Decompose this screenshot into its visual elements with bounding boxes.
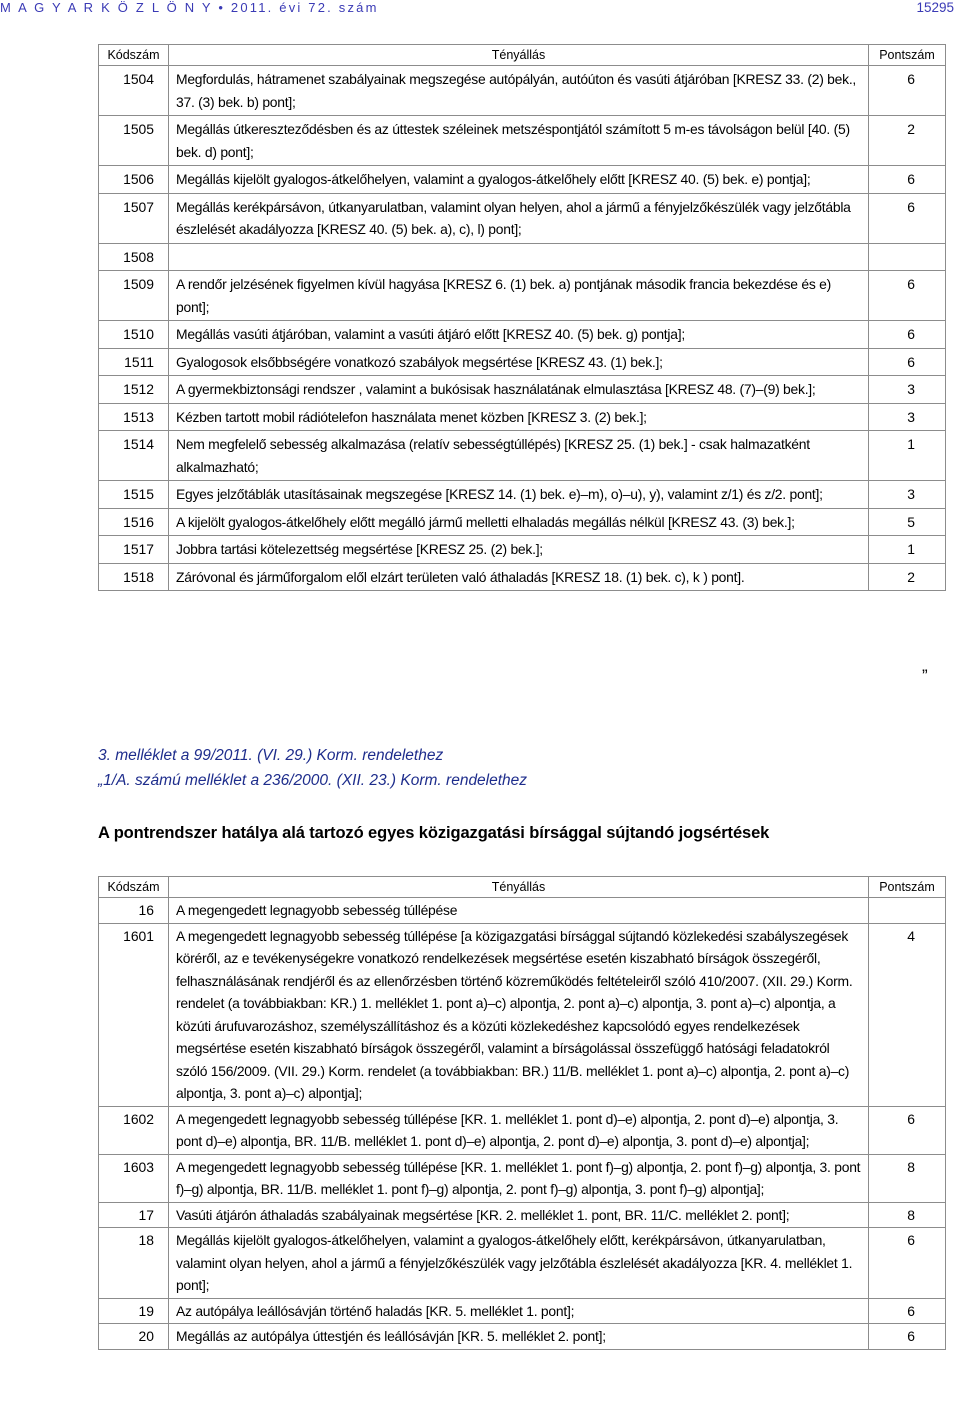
row-code: 17 [99, 1202, 169, 1228]
page-header [0, 0, 960, 18]
table-row [99, 376, 946, 404]
table-row [99, 321, 946, 349]
row-points: 4 [869, 923, 946, 1106]
table-row [99, 563, 946, 591]
row-points: 3 [869, 403, 946, 431]
table-row [99, 166, 946, 194]
row-points: 2 [869, 116, 946, 166]
table-row [99, 243, 946, 271]
row-code: 1603 [99, 1154, 169, 1202]
table-row [99, 403, 946, 431]
row-code: 1512 [99, 376, 169, 404]
row-description: Megállás kijelölt gyalogos-átkelőhelyen, valamint a gyalogos-átkelőhely előtt, kerékpársávon, útkanyarulatban, valamint olyan helyen, ahol a jármű a fényjelzőkészülék vagy jelzőtábla észlelését akadályozza [KR. 4. melléklet 1. pont]; [169, 1228, 869, 1299]
table-row [99, 508, 946, 536]
row-code: 1513 [99, 403, 169, 431]
column-header-points: Pontszám [869, 45, 946, 66]
row-description: Az autópálya leállósávján történő haladás [KR. 5. melléklet 1. pont]; [169, 1298, 869, 1324]
table-row [99, 1228, 946, 1299]
row-points: 6 [869, 348, 946, 376]
table-header-row [99, 45, 946, 66]
row-points: 6 [869, 193, 946, 243]
table-row [99, 66, 946, 116]
row-points: 5 [869, 508, 946, 536]
row-points: 3 [869, 481, 946, 509]
row-code: 1508 [99, 243, 169, 271]
table-row [99, 923, 946, 1106]
row-code: 1517 [99, 536, 169, 564]
row-points: 1 [869, 536, 946, 564]
column-header-code: Kódszám [99, 45, 169, 66]
row-description: Vasúti átjárón áthaladás szabályainak megsértése [KR. 2. melléklet 1. pont, BR. 11/C. melléklet 2. pont]; [169, 1202, 869, 1228]
row-points [869, 243, 946, 271]
row-description: Megállás vasúti átjáróban, valamint a vasúti átjáró előtt [KRESZ 40. (5) bek. g) pontja]; [169, 321, 869, 349]
row-code: 1505 [99, 116, 169, 166]
row-points: 8 [869, 1202, 946, 1228]
section-heading: A pontrendszer hatálya alá tartozó egyes közigazgatási bírsággal sújtandó jogsértések [98, 824, 770, 842]
row-description: Egyes jelzőtáblák utasításainak megszegése [KRESZ 14. (1) bek. e)–m), o)–u), y), valamint z/1) és z/2. pont]; [169, 481, 869, 509]
journal-title: M A G Y A R K Ö Z L Ö N Y • 2011. évi 72. szám [0, 0, 379, 15]
table-row [99, 1298, 946, 1324]
column-header-points: Pontszám [869, 877, 946, 898]
points-table [98, 876, 946, 1350]
table-row [99, 1324, 946, 1350]
row-code: 1515 [99, 481, 169, 509]
row-code: 1511 [99, 348, 169, 376]
row-description: Megállás útkereszteződésben és az úttestek széleinek metszéspontjától számított 5 m-es távolságon belül [40. (5) bek. d) pont]; [169, 116, 869, 166]
table-row [99, 536, 946, 564]
table-row [99, 1106, 946, 1154]
row-description: Megállás kijelölt gyalogos-átkelőhelyen, valamint a gyalogos-átkelőhely előtt [KRESZ 40. (5) bek. e) pontja]; [169, 166, 869, 194]
row-code: 1506 [99, 166, 169, 194]
row-description: Megállás kerékpársávon, útkanyarulatban, valamint olyan helyen, ahol a jármű a fényjelzőkészülék vagy jelzőtábla észlelését akadályozza [KRESZ 40. (5) bek. a), c), l) pont]; [169, 193, 869, 243]
row-points: 6 [869, 1298, 946, 1324]
table-row [99, 481, 946, 509]
row-description: A megengedett legnagyobb sebesség túllépése [KR. 1. melléklet 1. pont d)–e) alpontja, 2. pont d)–e) alpontja, 3. pont d)–e) alpontja, BR. 11/B. melléklet 1. pont d)–e) alpontja, 2. pont d)–e) alpontja, 3. pont d)–e) alpontja]; [169, 1106, 869, 1154]
table-row [99, 193, 946, 243]
row-code: 20 [99, 1324, 169, 1350]
closing-quote: ” [922, 666, 928, 685]
row-description: A megengedett legnagyobb sebesség túllépése [KR. 1. melléklet 1. pont f)–g) alpontja, 2. pont f)–g) alpontja, 3. pont f)–g) alpontja, BR. 11/B. melléklet 1. pont f)–g) alpontja, 2. pont f)–g) alpontja, 3. pont f)–g) alpontja]; [169, 1154, 869, 1202]
row-code: 18 [99, 1228, 169, 1299]
page-number: 15295 [916, 0, 954, 15]
column-header-code: Kódszám [99, 877, 169, 898]
row-description: Jobbra tartási kötelezettség megsértése [KRESZ 25. (2) bek.]; [169, 536, 869, 564]
table-row [99, 898, 946, 924]
row-description: A gyermekbiztonsági rendszer , valamint a bukósisak használatának elmulasztása [KRESZ 48. (7)–(9) bek.]; [169, 376, 869, 404]
row-code: 16 [99, 898, 169, 924]
row-description: A kijelölt gyalogos-átkelőhely előtt megálló jármű melletti elhaladás megállás nélkül [KRESZ 43. (3) bek.]; [169, 508, 869, 536]
row-description: Záróvonal és járműforgalom elől elzárt területen való áthaladás [KRESZ 18. (1) bek. c), k ) pont]. [169, 563, 869, 591]
row-description: A megengedett legnagyobb sebesség túllépése [a közigazgatási bírsággal sújtandó közlekedési szabályszegések köréről, az e tevékenységekre vonatkozó rendelkezések megsértése esetén kiszabható bírságok összegéről, felhasználásának rendjéről és az ellenőrzésben történő közreműködés feltételeiről szóló 410/2007. (XII. 29.) Korm. rendelet (a továbbiakban: KR.) 1. melléklet 1. pont a)–c) alpontja, 2. pont a)–c) alpontja, 3. pont a)–c) alpontja, a közúti árufuvarozáshoz, személyszállításhoz és a közúti közlekedéshez kapcsolódó egyes rendelkezések megsértése esetén kiszabható bírságok összegéről, valamint a bírságolással összefüggő hatósági feladatokról szóló 156/2009. (VII. 29.) Korm. rendelet (a továbbiakban: BR.) 11/B. melléklet 1. pont a)–c) alpontja, 2. pont a)–c) alpontja, 3. pont a)–c) alpontja]; [169, 923, 869, 1106]
table-row [99, 431, 946, 481]
row-description: Megállás az autópálya úttestjén és leállósávján [KR. 5. melléklet 2. pont]; [169, 1324, 869, 1350]
row-code: 1518 [99, 563, 169, 591]
row-description: Nem megfelelő sebesség alkalmazása (relatív sebességtúllépés) [KRESZ 25. (1) bek.] - csak halmazatként alkalmazható; [169, 431, 869, 481]
row-points: 6 [869, 166, 946, 194]
row-code: 1516 [99, 508, 169, 536]
row-code: 1514 [99, 431, 169, 481]
row-code: 1504 [99, 66, 169, 116]
table-row [99, 1154, 946, 1202]
row-code: 1510 [99, 321, 169, 349]
row-points: 6 [869, 66, 946, 116]
row-description: A rendőr jelzésének figyelmen kívül hagyása [KRESZ 6. (1) bek. a) pontjának második francia bekezdése és e) pont]; [169, 271, 869, 321]
row-code: 1601 [99, 923, 169, 1106]
row-description: Kézben tartott mobil rádiótelefon használata menet közben [KRESZ 3. (2) bek.]; [169, 403, 869, 431]
annex-subtitle: „1/A. számú melléklet a 236/2000. (XII. 23.) Korm. rendelethez [98, 772, 528, 789]
column-header-description: Tényállás [169, 877, 869, 898]
row-points: 2 [869, 563, 946, 591]
row-code: 1602 [99, 1106, 169, 1154]
table-row [99, 116, 946, 166]
row-points: 8 [869, 1154, 946, 1202]
annex-title: 3. melléklet a 99/2011. (VI. 29.) Korm. rendelethez [98, 747, 444, 764]
table-row [99, 1202, 946, 1228]
row-points: 6 [869, 1106, 946, 1154]
table-row [99, 348, 946, 376]
column-header-description: Tényállás [169, 45, 869, 66]
row-description: Megfordulás, hátramenet szabályainak megszegése autópályán, autóúton és vasúti átjáróban [KRESZ 33. (2) bek., 37. (3) bek. b) pont]; [169, 66, 869, 116]
row-points: 6 [869, 271, 946, 321]
row-points: 1 [869, 431, 946, 481]
row-points: 3 [869, 376, 946, 404]
table-header-row [99, 877, 946, 898]
row-code: 19 [99, 1298, 169, 1324]
row-points: 6 [869, 1228, 946, 1299]
row-code: 1507 [99, 193, 169, 243]
row-description: A megengedett legnagyobb sebesség túllépése [169, 898, 869, 924]
row-description [169, 243, 869, 271]
row-points: 6 [869, 321, 946, 349]
table-row [99, 271, 946, 321]
table-body [99, 898, 946, 1350]
row-code: 1509 [99, 271, 169, 321]
points-table-continued [98, 44, 946, 591]
table-body [99, 66, 946, 591]
row-points [869, 898, 946, 924]
row-points: 6 [869, 1324, 946, 1350]
row-description: Gyalogosok elsőbbségére vonatkozó szabályok megsértése [KRESZ 43. (1) bek.]; [169, 348, 869, 376]
